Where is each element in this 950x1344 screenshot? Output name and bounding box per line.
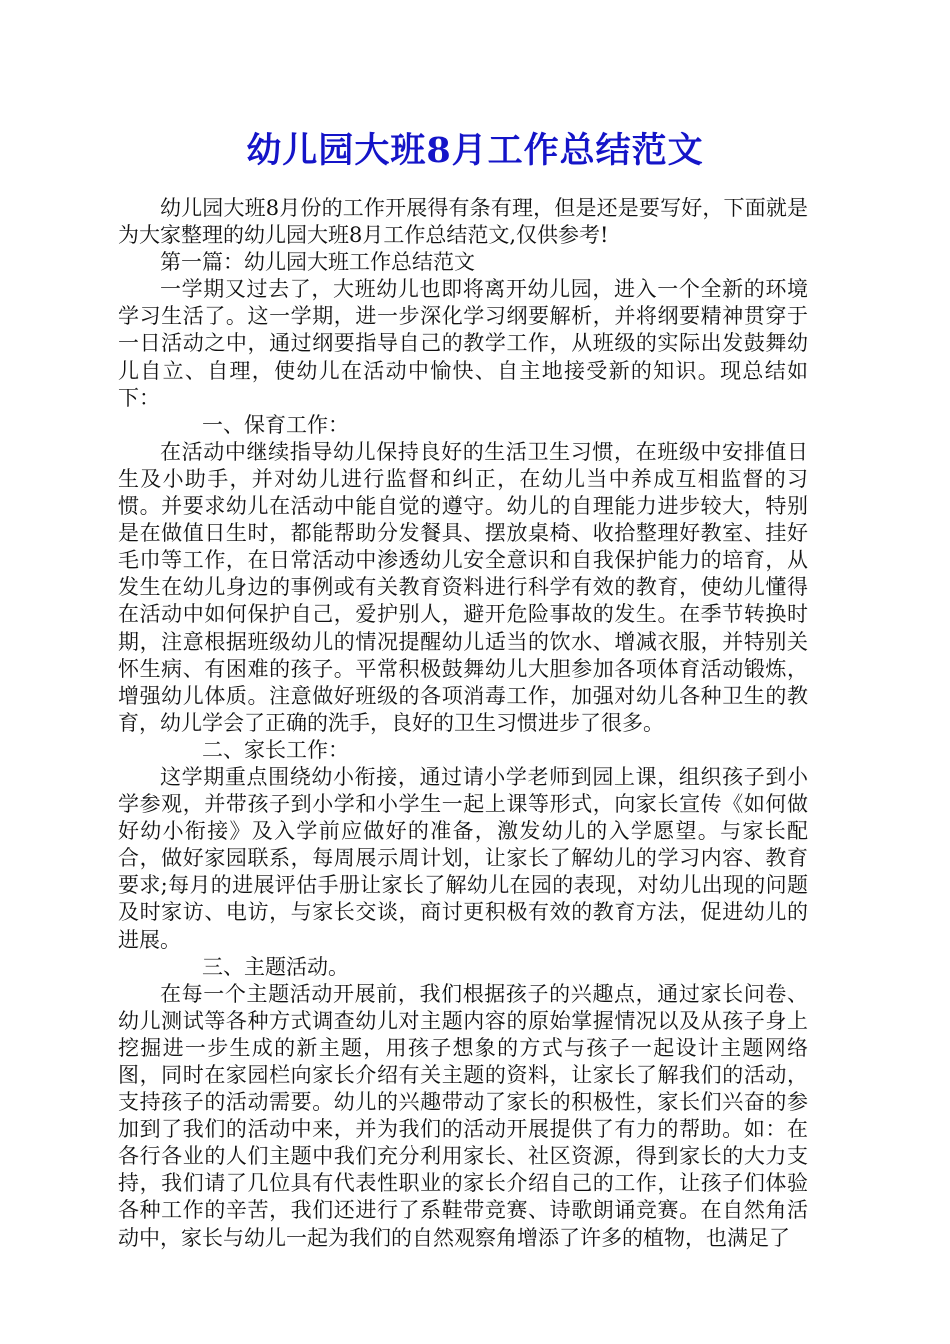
- section-heading-parent-work: 二、家长工作：: [202, 737, 349, 762]
- section-heading-first-article: 第一篇：幼儿园大班工作总结范文: [160, 250, 475, 275]
- theme-activities-paragraph: 在每一个主题活动开展前，我们根据孩子的兴趣点，通过家长问卷、幼儿测试等各种方式调查幼儿对主题内容的原始掌握情况以及从孩子身上挖掘进一步生成的新主题，用孩子想象的方式与孩子一起设计主题网络图，同时在家园栏向家长介绍有关主题的资料，让家长了解我们的活动，支持孩子的活动需要。幼儿的兴趣带动了家长的积极性，家长们兴奋的参加到了我们的活动中来，并为我们的活动开展提供了有力的帮助。如：在各行各业的人们主题中我们充分利用家长、社区资源，得到家长的大力支持，我们请了几位具有代表性职业的家长介绍自己的工作，让孩子们体验各种工作的辛苦，我们还进行了系鞋带竞赛、诗歌朗诵竞赛。在自然角活动中，家长与幼儿一起为我们的自然观察角增添了许多的植物，也满足了: [118, 981, 808, 1250]
- overview-paragraph: 一学期又过去了，大班幼儿也即将离开幼儿园，进入一个全新的环境学习生活了。这一学期，进一步深化学习纲要解析，并将纲要精神贯穿于一日活动之中，通过纲要指导自己的教学工作，从班级的实际出发鼓舞幼儿自立、自理，使幼儿在活动中愉快、自主地接受新的知识。现总结如下：: [118, 277, 808, 410]
- document-body: [118, 195, 808, 1252]
- care-work-paragraph: 在活动中继续指导幼儿保持良好的生活卫生习惯，在班级中安排值日生及小助手，并对幼儿进行监督和纠正，在幼儿当中养成互相监督的习惯。并要求幼儿在活动中能自觉的遵守。幼儿的自理能力进步较大，特别是在做值日生时，都能帮助分发餐具、摆放桌椅、收拾整理好教室、挂好毛巾等工作，在日常活动中渗透幼儿安全意识和自我保护能力的培育，从发生在幼儿身边的事例或有关教育资料进行科学有效的教育，使幼儿懂得在活动中如何保护自己，爱护别人，避开危险事故的发生。在季节转换时期，注意根据班级幼儿的情况提醒幼儿适当的饮水、增减衣服，并特别关怀生病、有困难的孩子。平常积极鼓舞幼儿大胆参加各项体育活动锻炼，增强幼儿体质。注意做好班级的各项消毒工作，加强对幼儿各种卫生的教育，幼儿学会了正确的洗手，良好的卫生习惯进步了很多。: [118, 439, 808, 735]
- parent-work-paragraph: 这学期重点围绕幼小衔接，通过请小学老师到园上课，组织孩子到小学参观，并带孩子到小学和小学生一起上课等形式，向家长宣传《如何做好幼小衔接》及入学前应做好的准备，激发幼儿的入学愿望。与家长配合，做好家园联系，每周展示周计划，让家长了解幼儿的学习内容、教育要求;每月的进展评估手册让家长了解幼儿在园的表现，对幼儿出现的问题及时家访、电访，与家长交谈，商讨更积极有效的教育方法，促进幼儿的进展。: [118, 764, 808, 952]
- section-heading-theme-activities: 三、主题活动。: [202, 954, 349, 979]
- section-heading-care-work: 一、保育工作：: [202, 412, 349, 437]
- intro-paragraph: 幼儿园大班8月份的工作开展得有条有理，但是还是要写好，下面就是为大家整理的幼儿园大班8月工作总结范文,仅供参考!: [118, 196, 808, 248]
- document-title: 幼儿园大班8月工作总结范文: [246, 130, 704, 171]
